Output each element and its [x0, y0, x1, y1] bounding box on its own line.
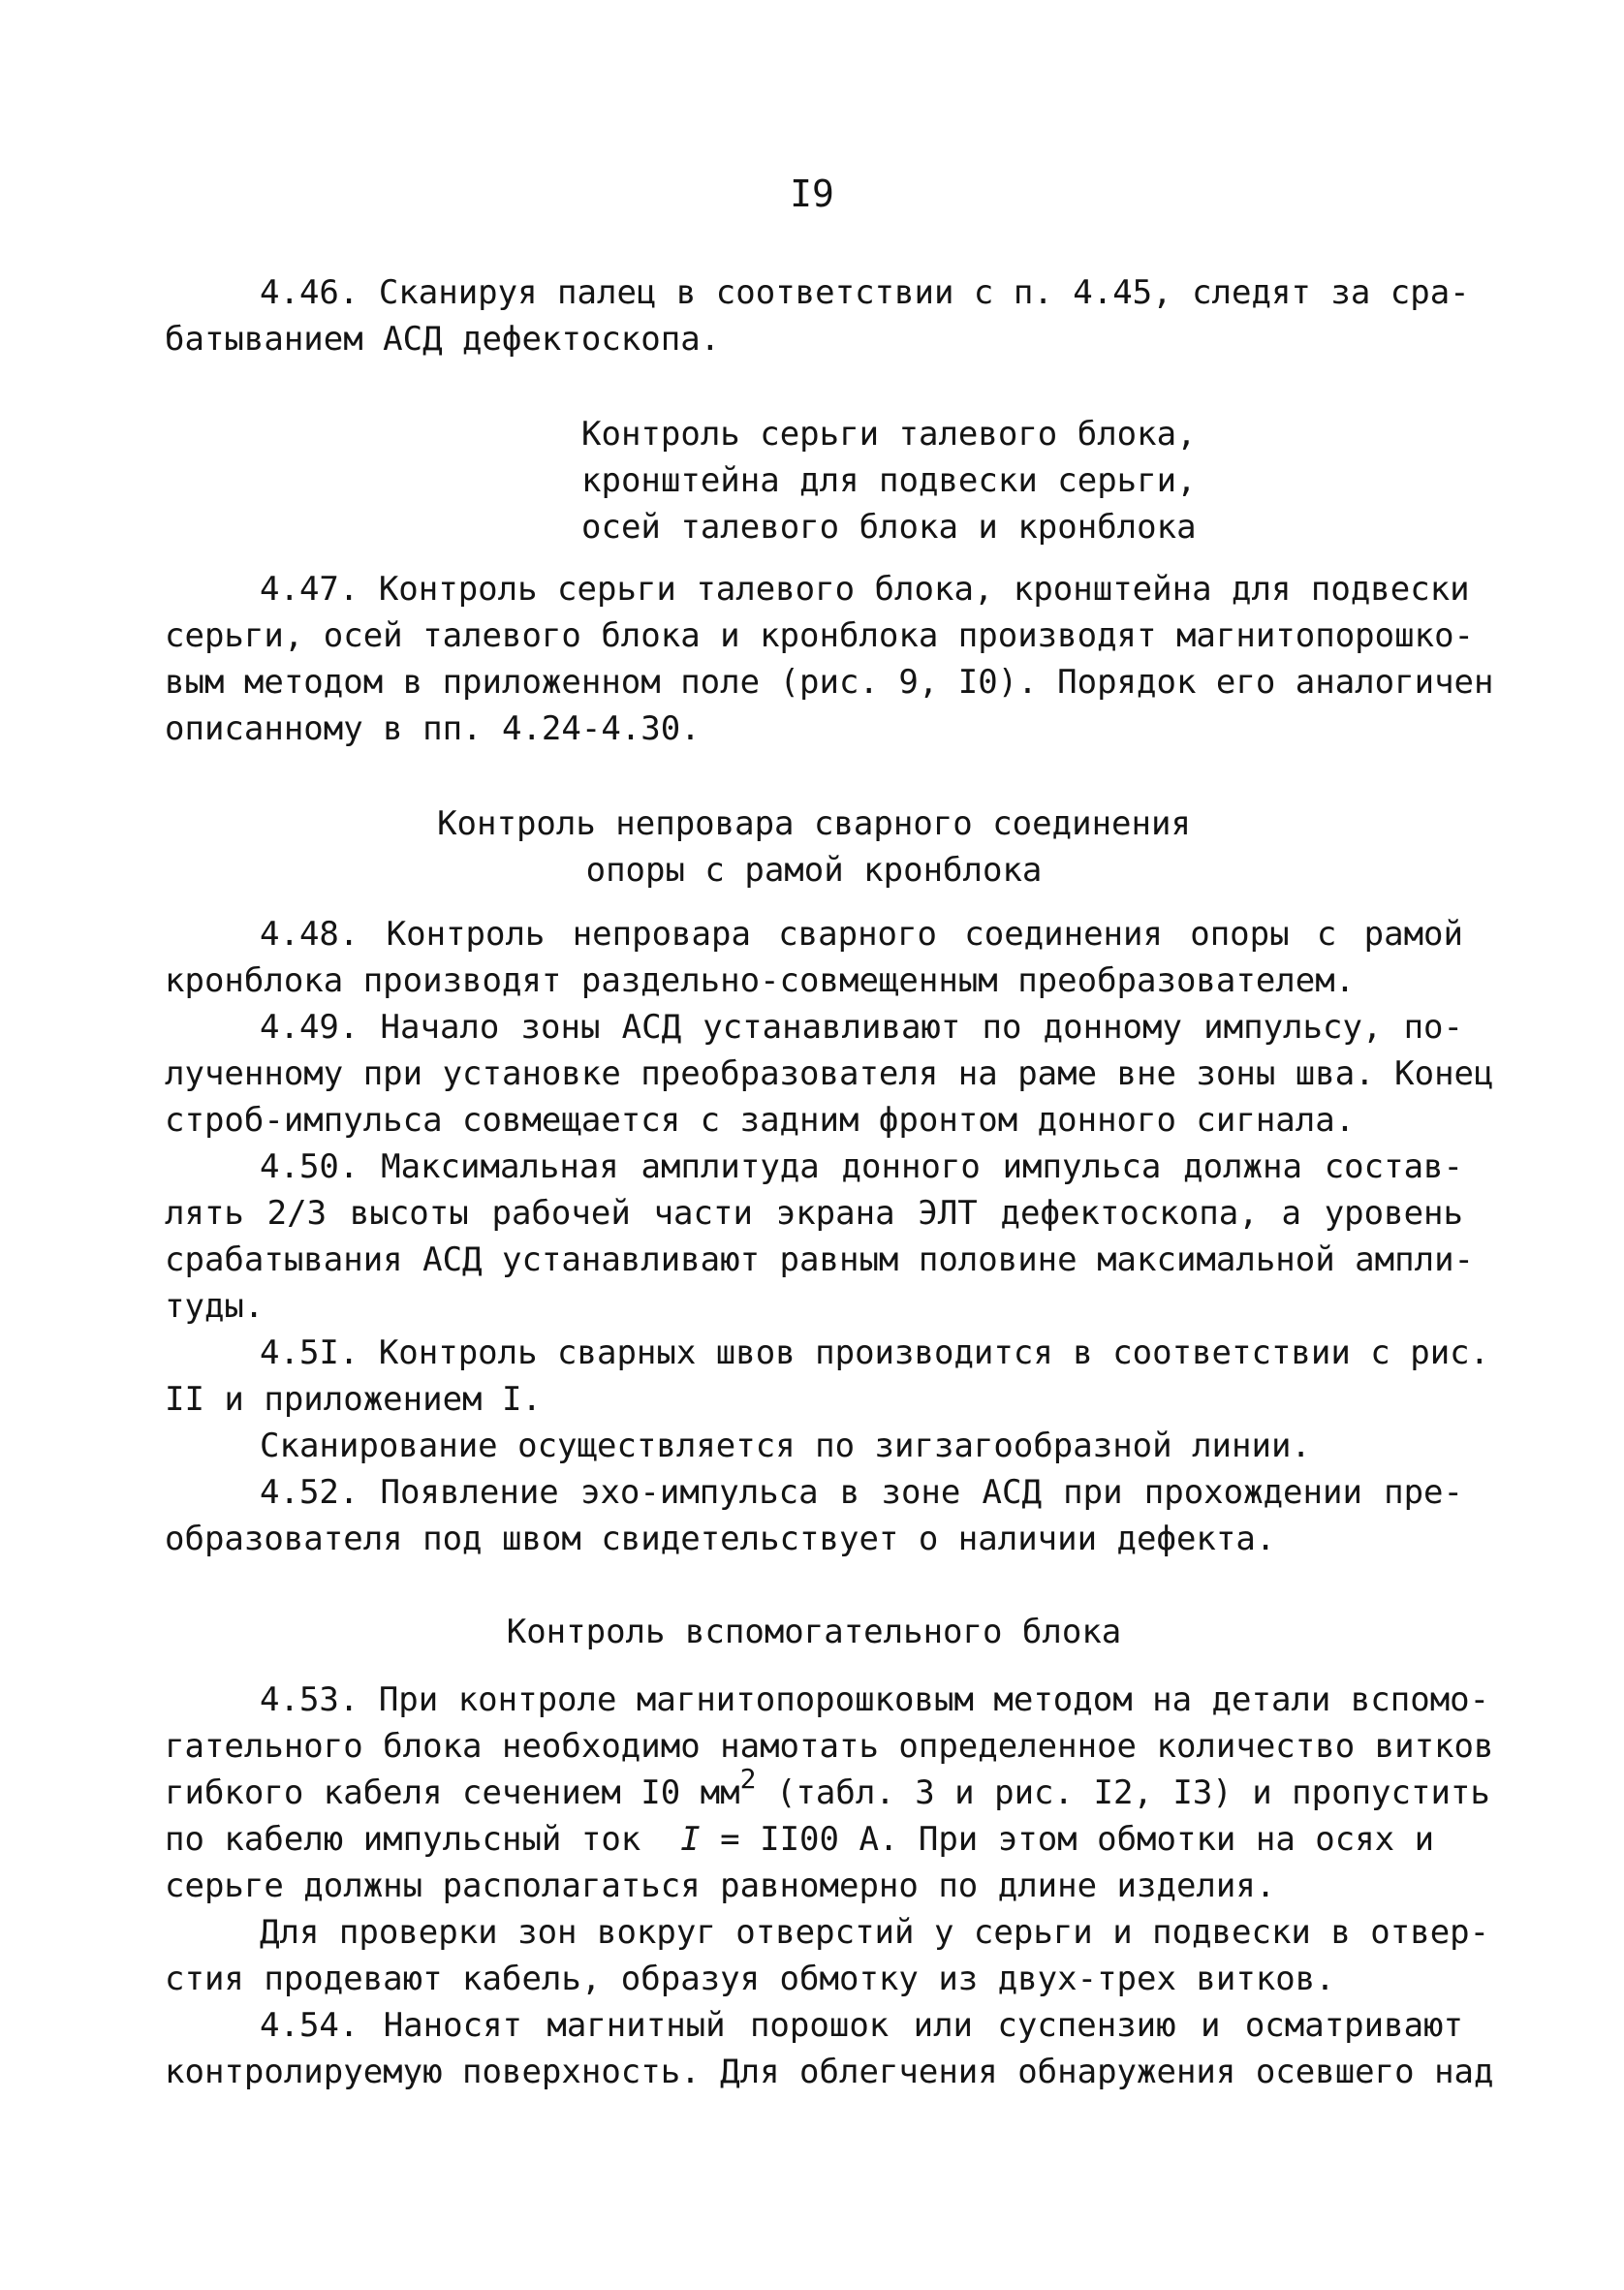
paragraph-4-52-line-1: 4.52. Появление эхо-импульса в зоне АСД при прохождении пре-: [260, 1473, 1463, 1512]
paragraph-4-53-line-2: гательного блока необходимо намотать определенное количество витков: [165, 1727, 1494, 1766]
page-number: I9: [790, 173, 834, 215]
section-heading-auxiliary-block: Контроль вспомогательного блока: [506, 1613, 1122, 1651]
paragraph-4-48-line-1: 4.48. Контроль непровара сварного соединения опоры с рамой: [260, 915, 1463, 954]
paragraph-4-50-line-2: лять 2/3 высоты рабочей части экрана ЭЛТ дефектоскопа, а уровень: [165, 1194, 1463, 1233]
paragraph-4-53-line-4-start: по кабелю импульсный ток: [165, 1820, 681, 1859]
paragraph-4-53-line-3-end: (табл. 3 и рис. I2, I3) и пропустить: [756, 1773, 1490, 1812]
paragraph-4-53-line-6: Для проверки зон вокруг отверстий у серьги и подвески в отвер-: [260, 1913, 1490, 1952]
paragraph-4-54-line-1: 4.54. Наносят магнитный порошок или суспензию и осматривают: [260, 2006, 1463, 2045]
paragraph-4-49-line-3: строб-импульса совмещается с задним фронтом донного сигнала.: [165, 1101, 1356, 1140]
paragraph-4-49-line-1: 4.49. Начало зоны АСД устанавливают по донному импульсу, по-: [260, 1008, 1463, 1047]
paragraph-4-52-line-2: образователя под швом свидетельствует о наличии дефекта.: [165, 1520, 1276, 1558]
section-heading-neprovar-line-1: Контроль непровара сварного соединения: [437, 804, 1191, 843]
paragraph-4-48-line-2: кронблока производят раздельно-совмещенным преобразователем.: [165, 961, 1356, 1000]
paragraph-4-53-line-4-end: = II00 А. При этом обмотки на осях и: [700, 1820, 1435, 1859]
paragraph-4-47-line-3: вым методом в приложенном поле (рис. 9, I0). Порядок его аналогичен: [165, 663, 1494, 702]
section-heading-neprovar-line-2: опоры с рамой кронблока: [585, 851, 1043, 890]
current-symbol: I: [680, 1820, 701, 1859]
paragraph-4-53-line-3-start: гибкого кабеля сечением I0 мм: [165, 1773, 740, 1812]
paragraph-4-51-line-3: Сканирование осуществляется по зигзагообразной линии.: [260, 1427, 1311, 1465]
paragraph-4-53-line-5: серьге должны располагаться равномерно по длине изделия.: [165, 1867, 1276, 1905]
paragraph-4-54-line-2: контролируемую поверхность. Для облегчения обнаружения осевшего над: [165, 2053, 1494, 2091]
section-heading-sergi-line-1: Контроль серьги талевого блока,: [581, 415, 1197, 454]
paragraph-4-51-line-1: 4.5I. Контроль сварных швов производится в соответствии с рис.: [260, 1333, 1490, 1372]
paragraph-4-50-line-3: срабатывания АСД устанавливают равным половине максимальной ампли-: [165, 1240, 1475, 1279]
paragraph-4-53-line-7: стия продевают кабель, образуя обмотку из двух-трех витков.: [165, 1960, 1335, 1998]
superscript-square: 2: [739, 1763, 757, 1795]
section-heading-sergi-line-3: осей талевого блока и кронблока: [581, 508, 1197, 547]
paragraph-4-47-line-4: описанному в пп. 4.24-4.30.: [165, 709, 701, 748]
paragraph-4-53-line-4: [165, 1816, 1463, 1863]
paragraph-4-50-line-1: 4.50. Максимальная амплитуда донного импульса должна состав-: [260, 1147, 1463, 1186]
paragraph-4-51-line-2: II и приложением I.: [165, 1380, 542, 1419]
paragraph-4-50-line-4: туды.: [165, 1287, 265, 1326]
paragraph-4-46-line-1: 4.46. Сканируя палец в соответствии с п. 4.45, следят за сра-: [260, 273, 1470, 312]
paragraph-4-47-line-2: серьги, осей талевого блока и кронблока производят магнитопорошко-: [165, 616, 1475, 655]
paragraph-4-47-line-1: 4.47. Контроль серьги талевого блока, кронштейна для подвески: [260, 570, 1470, 609]
paragraph-4-53-line-3: [165, 1763, 1490, 1816]
section-heading-sergi-line-2: кронштейна для подвески серьги,: [581, 461, 1197, 500]
paragraph-4-46-line-2: батыванием АСД дефектоскопа.: [165, 320, 721, 359]
paragraph-4-53-line-1: 4.53. При контроле магнитопорошковым методом на детали вспомо-: [260, 1680, 1490, 1719]
paragraph-4-49-line-2: лученному при установке преобразователя на раме вне зоны шва. Конец: [165, 1054, 1494, 1093]
